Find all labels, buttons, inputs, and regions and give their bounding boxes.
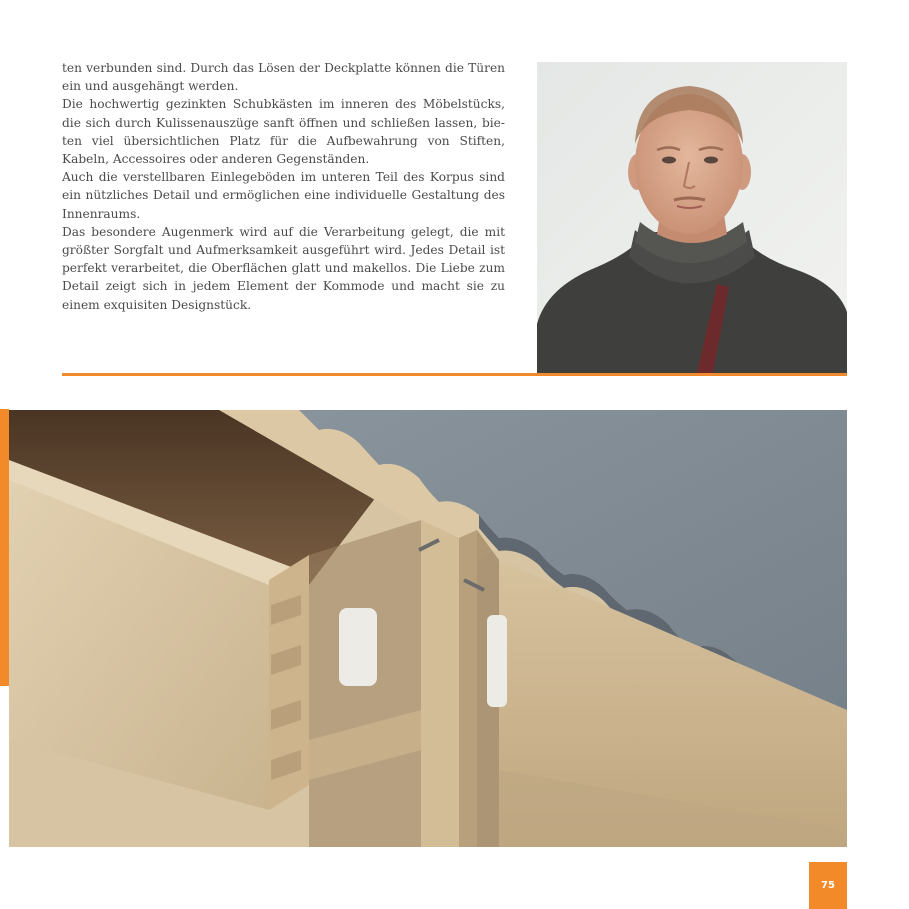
divider-line	[62, 373, 847, 376]
portrait-illustration	[537, 62, 847, 373]
page-number: 75	[821, 880, 835, 891]
paragraph-3: Auch die verstellbaren Einlegeböden im unteren Teil des Korpus sind ein nützliches Detail und ermöglichen eine individuelle Gestaltung des Innenraums.	[62, 170, 505, 221]
furniture-illustration	[9, 410, 847, 847]
side-accent-bar	[0, 409, 9, 686]
body-text	[62, 59, 505, 314]
furniture-detail-photo	[9, 410, 847, 847]
portrait-photo	[537, 62, 847, 373]
paragraph-1: ten verbunden sind. Durch das Lösen der Deckplatte können die Türen ein und ausgehängt werden.	[62, 61, 505, 94]
page-number-badge	[809, 862, 847, 909]
paragraph-2: Die hochwertig gezinkten Schubkästen im inneren des Möbelstücks, die sich durch Kulissenauszüge sanft öffnen und schließen lassen, bieten viel übersichtlichen Platz für die Aufbewahrung von Stiften, Kabeln, Accessoires oder anderen Gegenständen.	[62, 97, 505, 167]
paragraph-4: Das besondere Augenmerk wird auf die Verarbeitung gelegt, die mit größter Sorgfalt und Aufmerksamkeit ausgeführt wird. Jedes Detail ist perfekt verarbeitet, die Oberflächen glatt und makellos. Die Liebe zum Detail zeigt sich in jedem Element der Kommode und macht sie zu einem exquisiten Designstück.	[62, 224, 505, 312]
